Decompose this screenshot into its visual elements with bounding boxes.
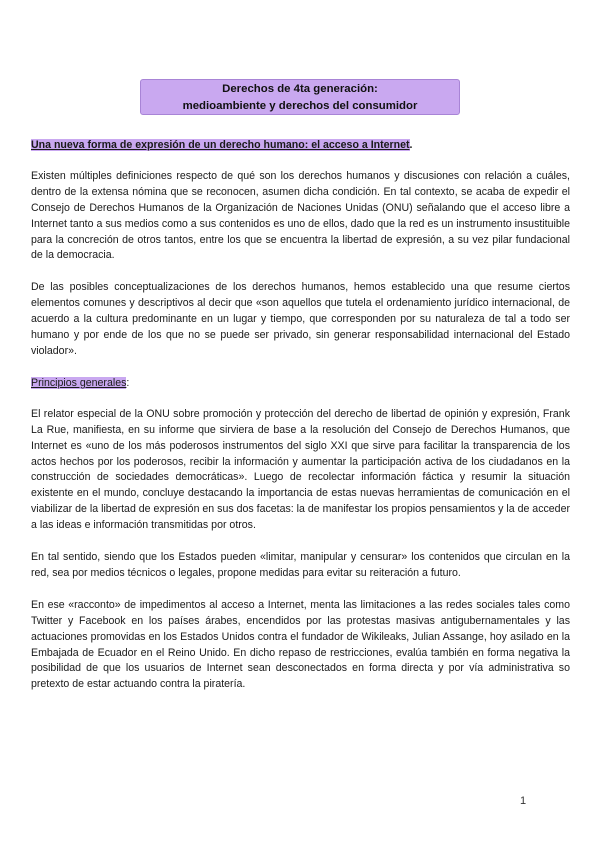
paragraph-3: El relator especial de la ONU sobre promoción y protección del derecho de libertad de opinión y expresión, Frank La Rue, manifiesta, en su informe que sirviera de base a la resolución del Consejo de Derechos Humanos, que Internet es «uno de los más poderosos instrumentos del siglo XXI que sirve para facilitar la transparencia de los actos hechos por los poderosos, recibir la información y aumentar la participación activa de los ciudadanos en la construcción de sociedades democráticas». Luego de recolectar información fáctica y resumir la situación existente en el mundo, concluye destacando la importancia de estas nuevas herramientas de comunicación en el viabilizar de la libertad de expresión en sus dos facetas: la de manifestar los propios pensamientos y la de acceder a las ideas e información transmitidas por otros. xyxy=(31,407,570,532)
section-heading-internet xyxy=(31,138,570,154)
section-heading-suffix: . xyxy=(409,139,413,151)
section-heading-text: Una nueva forma de expresión de un derecho humano: el acceso a Internet xyxy=(31,139,410,151)
section-heading-principios xyxy=(31,376,570,392)
subheading-text: Principios generales xyxy=(31,376,127,389)
paragraph-2: De las posibles conceptualizaciones de los derechos humanos, hemos establecido una que resume ciertos elementos comunes y descriptivos al decir que «son aquellos que tutela el ordenamiento jurídico internacional, de acuerdo a la cultura predominante en un lugar y tiempo, que corresponden por su naturaleza de tal a todo ser humano y por ende de los que no se puede ser privado, sin generar responsabilidad internacional del Estado violador». xyxy=(31,281,570,357)
document-body xyxy=(31,138,570,709)
subheading-suffix: : xyxy=(126,376,130,389)
title-box xyxy=(140,79,460,115)
paragraph-4: En tal sentido, siendo que los Estados pueden «limitar, manipular y censurar» los contenidos que circulan en la red, sea por medios técnicos o legales, propone medidas para evitar su reiteración a futuro. xyxy=(31,551,570,579)
paragraph-1: Existen múltiples definiciones respecto de qué son los derechos humanos y discusiones con relación a cuáles, dentro de la extensa nómina que se reconocen, asumen dicha condición. En tal contexto, se acaba de expedir el Consejo de Derechos Humanos de la Organización de Naciones Unidas (ONU) señalando que el acceso libre a Internet tanto a sus medios como a sus contenidos es uno de ellos, dado que la red es un instrumento insustituible para la concreción de otros tantos, entre los que se encuentra la libertad de expresión, a su vez pilar fundacional de la democracia. xyxy=(31,169,570,262)
title-line-2: medioambiente y derechos del consumidor xyxy=(182,100,418,112)
page-number: 1 xyxy=(520,795,527,807)
title-line-1: Derechos de 4ta generación: xyxy=(222,83,378,95)
paragraph-5: En ese «racconto» de impedimentos al acceso a Internet, menta las limitaciones a las redes sociales tales como Twitter y Facebook en los países árabes, encendidos por las protestas masivas antigubernamentales y las actuaciones promovidas en los Estados Unidos contra el fundador de Wikileaks, Julian Assange, hoy asilado en la Embajada de Ecuador en el Reino Unido. En dicho repaso de restricciones, evalúa también en forma negativa la posibilidad de que los usuarios de Internet sean desconectados en forma directa y por vía administrativa so pretexto de estar actuando contra la piratería. xyxy=(31,598,570,691)
